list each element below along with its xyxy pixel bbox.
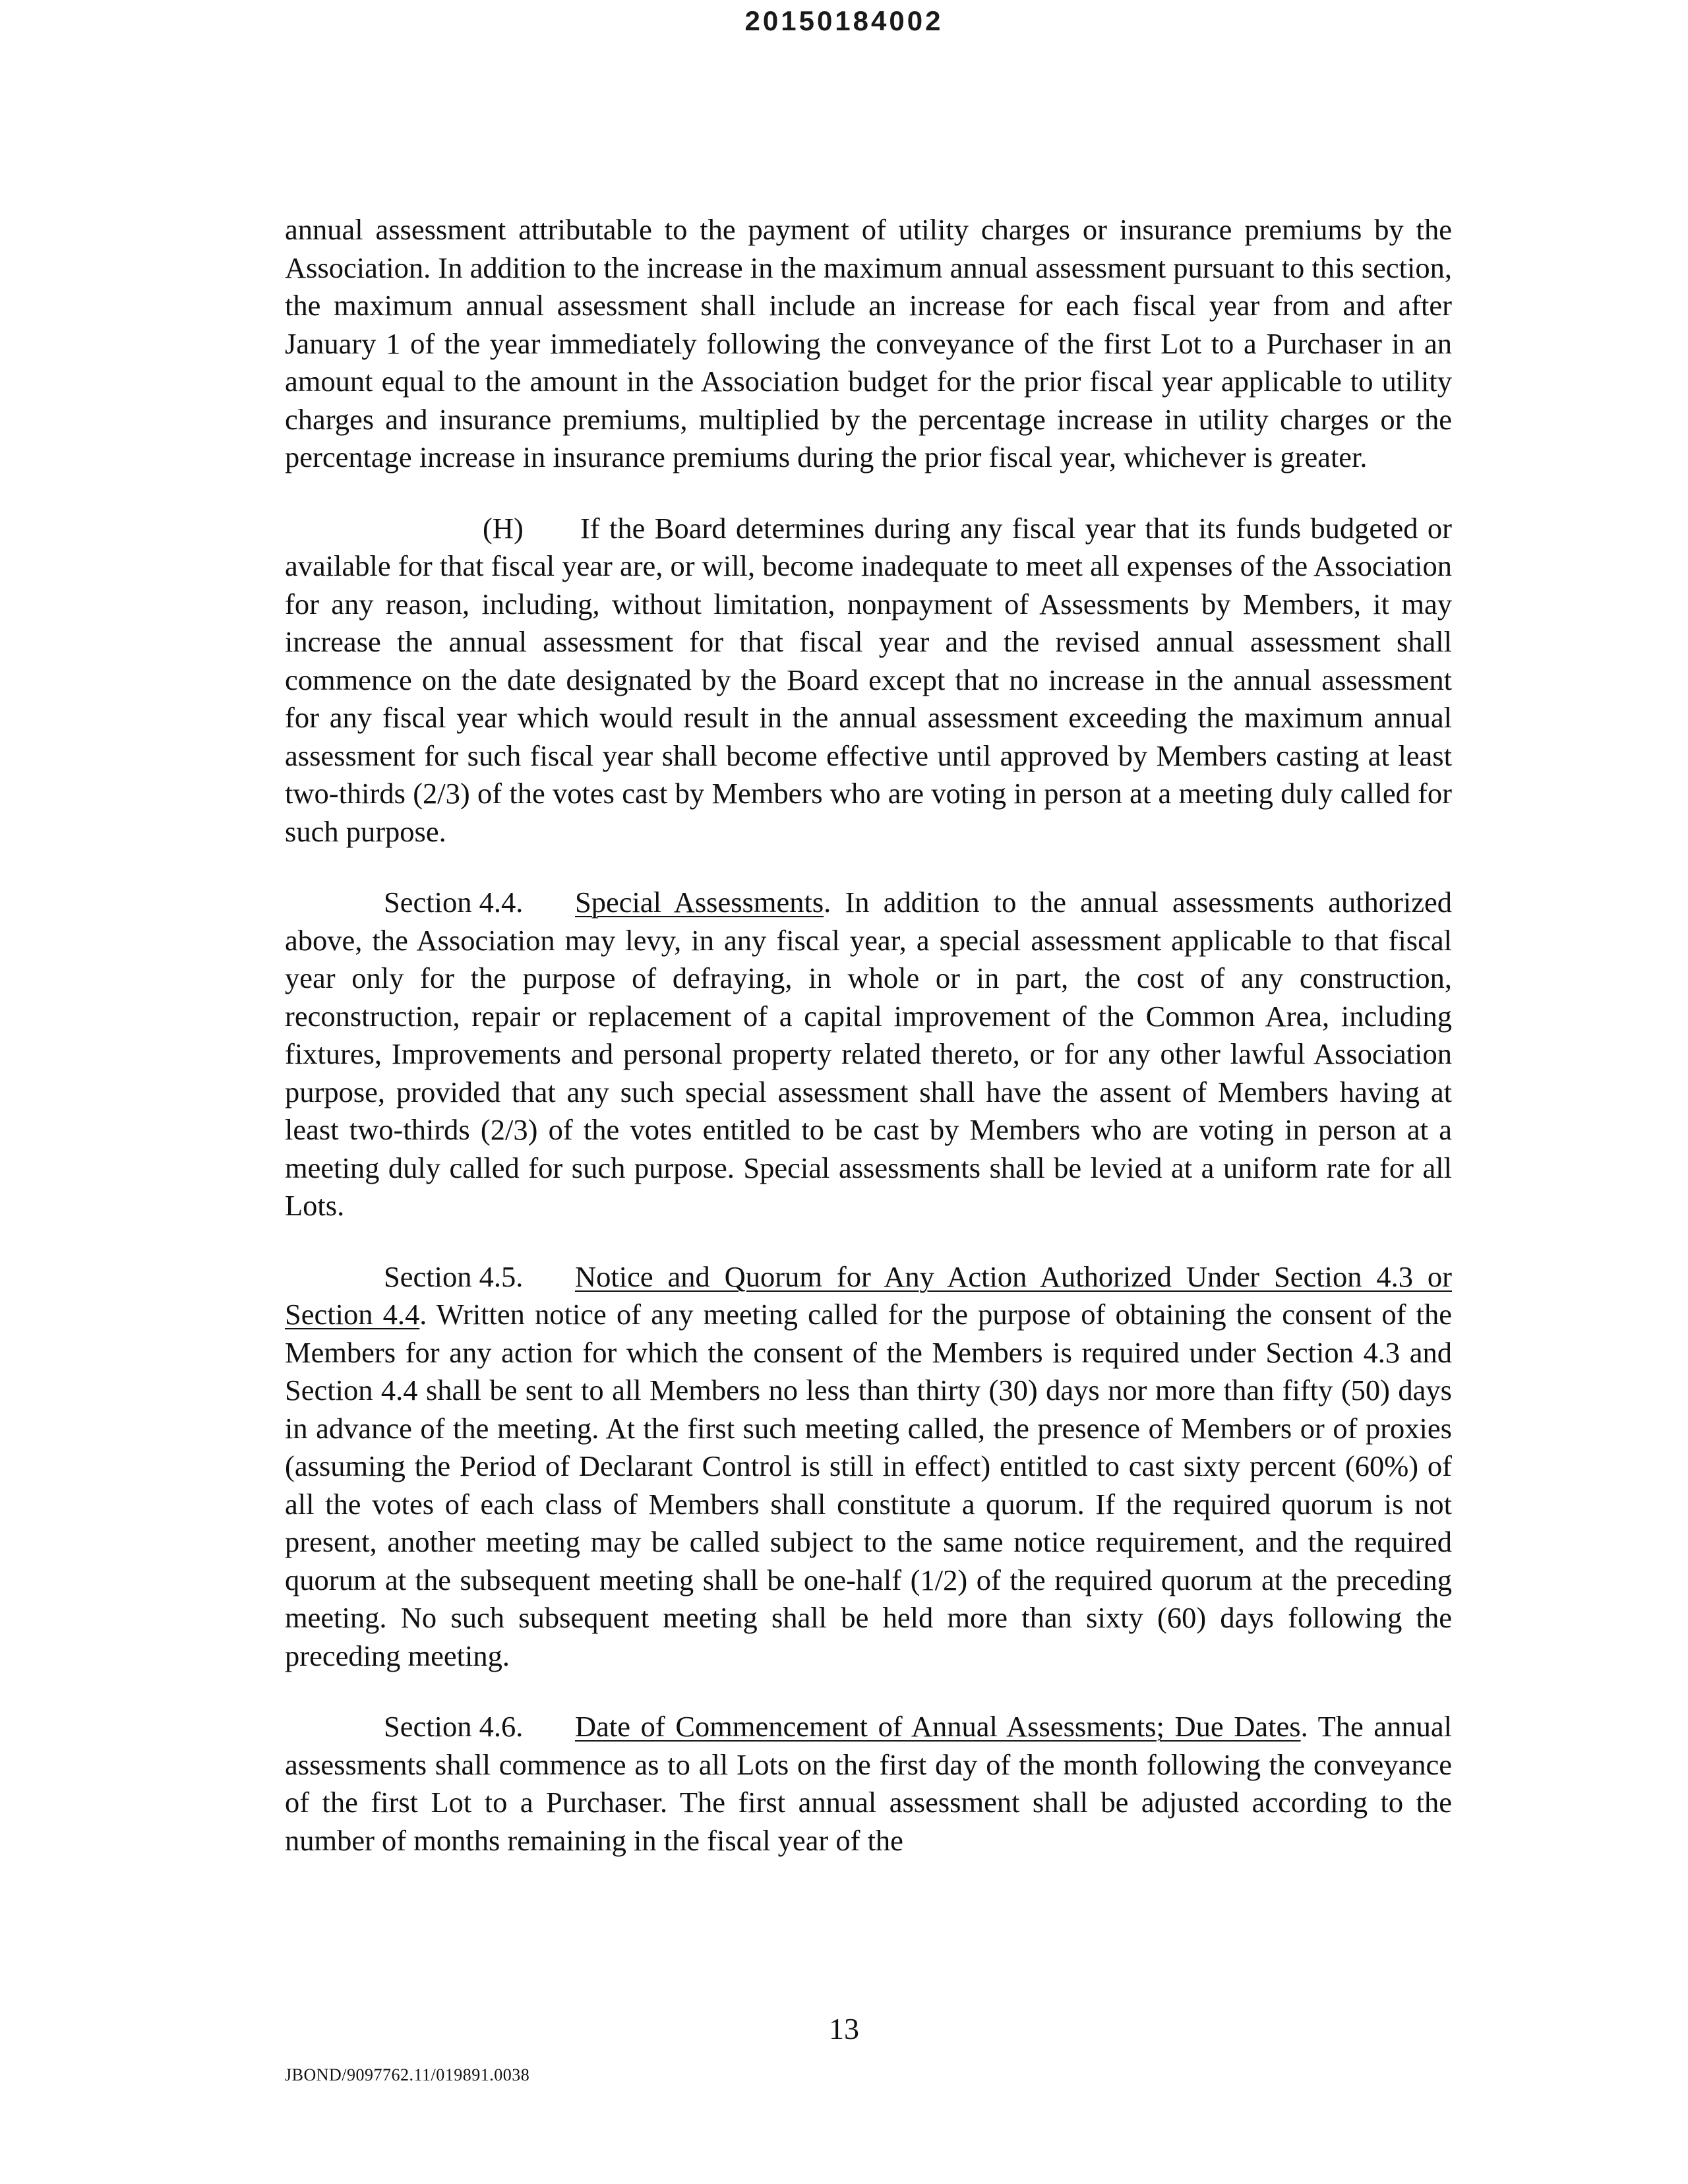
document-body [285, 211, 1452, 1860]
subsection-label-h: (H) [483, 511, 524, 545]
section-4-4-text: . In addition to the annual assessments authorized above, the Association may levy, in any fiscal year, a special assessment applicable to that fiscal year only for the purpose of defraying, in whole or in part, the cost of any construction, reconstruction, repair or replacement of a capital improvement of the Common Area, including fixtures, Improvements and personal property related thereto, or for any other lawful Association purpose, provided that any such special assessment shall have the assent of Members having at least two-thirds (2/3) of the votes entitled to be cast by Members who are voting in person at a meeting duly called for such purpose. Special assessments shall be levied at a uniform rate for all Lots. [285, 886, 1452, 1222]
section-4-5-title: Notice and Quorum for Any Action Authorized Under Section 4.3 or Section 4.4 [285, 1259, 1452, 1331]
section-4-6-label: Section 4.6. [384, 1710, 524, 1743]
section-4-6-text: . The annual assessments shall commence as to all Lots on the first day of the month following the conveyance of the first Lot to a Purchaser. The first annual assessment shall be adjusted according to the number of months remaining in the fiscal year of the [285, 1710, 1453, 1857]
footer-document-id: JBOND/9097762.11/019891.0038 [285, 2065, 530, 2084]
section-4-4 [285, 884, 1452, 1225]
paragraph-h [285, 510, 1452, 851]
document-number: 20150184002 [744, 5, 944, 36]
paragraph-h-text: If the Board determines during any fiscal year that its funds budgeted or available for that fiscal year are, or will, become inadequate to meet all expenses of the Association for any reason, including, without limitation, nonpayment of Assessments by Members, it may increase the annual assessment for that fiscal year and the revised annual assessment shall commence on the date designated by the Board except that no increase in the annual assessment for any fiscal year which would result in the annual assessment exceeding the maximum annual assessment for such fiscal year shall become effective until approved by Members casting at least two-thirds (2/3) of the votes cast by Members who are voting in person at a meeting duly called for such purpose. [285, 511, 1452, 848]
section-4-4-label: Section 4.4. [384, 886, 524, 919]
section-4-5-label: Section 4.5. [384, 1259, 524, 1293]
section-4-5-text: . Written notice of any meeting called for the purpose of obtaining the consent of the Members for any action for which the consent of the Members is required under Section 4.3 and Section 4.4 shall be sent to all Members no less than thirty (30) days nor more than fifty (50) days in advance of the meeting. At the first such meeting called, the presence of Members or of proxies (assuming the Period of Declarant Control is still in effect) entitled to cast sixty percent (60%) of all the votes of each class of Members shall constitute a quorum. If the required quorum is not present, another meeting may be called subject to the same notice requirement, and the required quorum at the subsequent meeting shall be one-half (1/2) of the required quorum at the preceding meeting. No such subsequent meeting shall be held more than sixty (60) days following the preceding meeting. [285, 1298, 1452, 1672]
section-4-6-title: Date of Commencement of Annual Assessments; Due Dates [575, 1710, 1301, 1743]
paragraph-annual-assessment-continued: annual assessment attributable to the payment of utility charges or insurance premiums by the Association. In addition to the increase in the maximum annual assessment pursuant to this section, the maximum annual assessment shall include an increase for each fiscal year from and after January 1 of the year immediately following the conveyance of the first Lot to a Purchaser in an amount equal to the amount in the Association budget for the prior fiscal year applicable to utility charges and insurance premiums, multiplied by the percentage increase in utility charges or the percentage increase in insurance premiums during the prior fiscal year, whichever is greater. [285, 213, 1452, 473]
section-4-4-title: Special Assessments [575, 886, 824, 919]
section-4-6 [285, 1708, 1452, 1860]
section-4-5 [285, 1258, 1452, 1676]
page-number: 13 [829, 2012, 859, 2046]
